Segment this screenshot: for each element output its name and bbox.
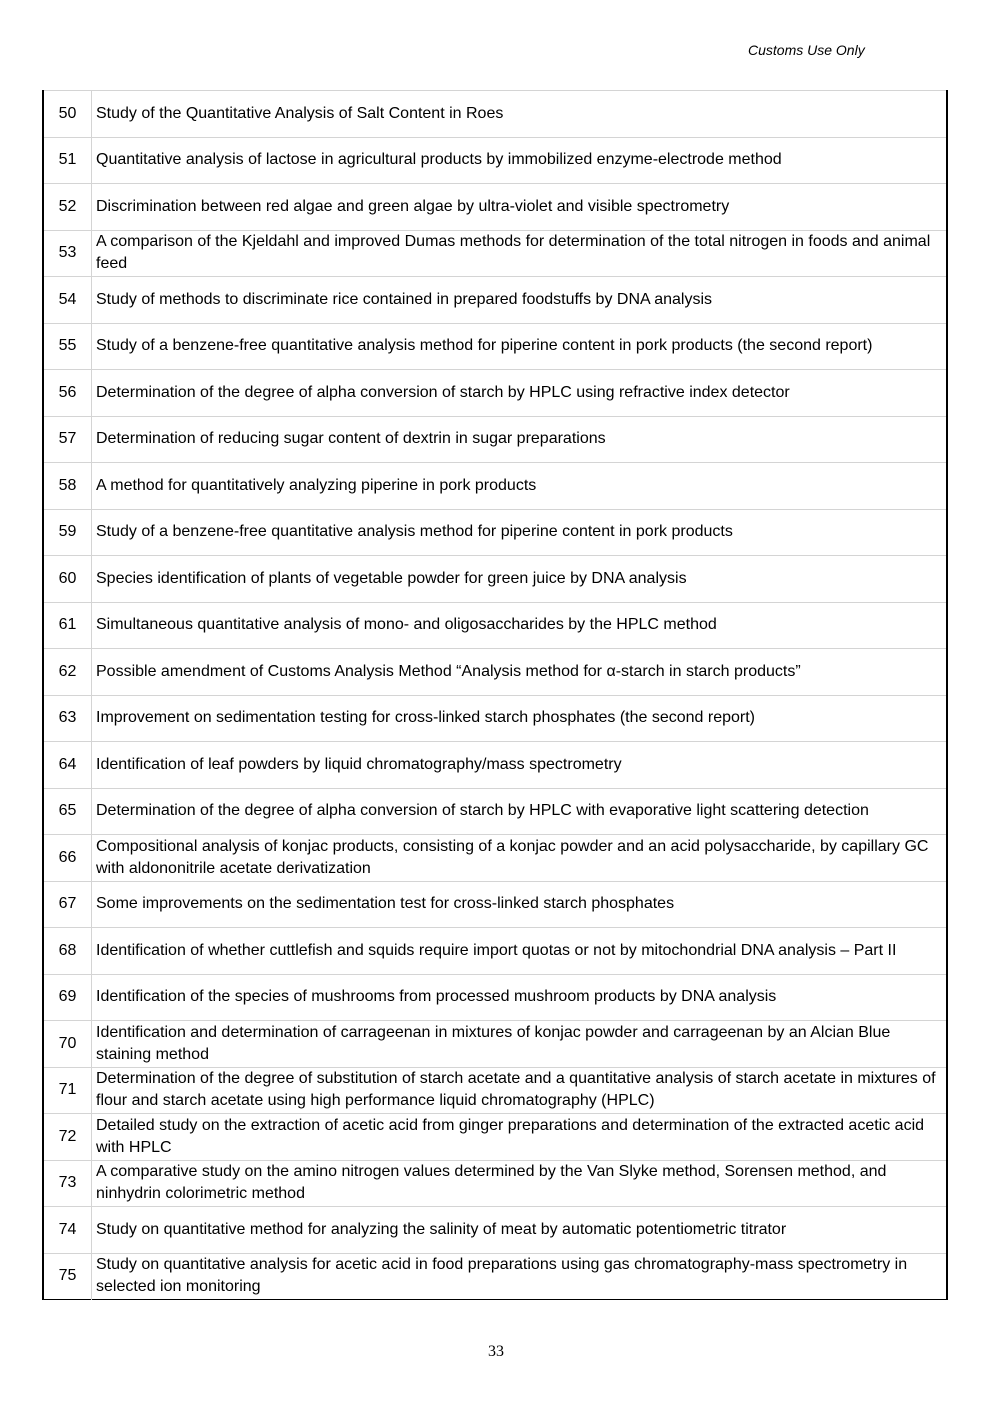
row-number: 55: [43, 323, 92, 370]
row-number: 63: [43, 695, 92, 742]
row-number: 54: [43, 277, 92, 324]
row-title: Study of a benzene-free quantitative analysis method for piperine content in pork products: [92, 509, 948, 556]
row-title: Quantitative analysis of lactose in agricultural products by immobilized enzyme-electrode method: [92, 137, 948, 184]
row-number: 52: [43, 184, 92, 231]
row-title: Determination of the degree of substitution of starch acetate and a quantitative analysis of starch acetate in mixtures of flour and starch acetate using high performance liquid chromatography (HPLC): [92, 1067, 948, 1114]
table-row: [43, 742, 947, 789]
table-row: [43, 416, 947, 463]
row-title: A comparison of the Kjeldahl and improved Dumas methods for determination of the total nitrogen in foods and animal feed: [92, 230, 948, 277]
row-number: 62: [43, 649, 92, 696]
row-title: A comparative study on the amino nitrogen values determined by the Van Slyke method, Sorensen method, and ninhydrin colorimetric method: [92, 1160, 948, 1207]
row-title: Possible amendment of Customs Analysis Method “Analysis method for α-starch in starch products”: [92, 649, 948, 696]
row-title: Study of the Quantitative Analysis of Salt Content in Roes: [92, 91, 948, 138]
row-title: Study of methods to discriminate rice contained in prepared foodstuffs by DNA analysis: [92, 277, 948, 324]
row-number: 72: [43, 1114, 92, 1161]
row-title: Compositional analysis of konjac products, consisting of a konjac powder and an acid polysaccharide, by capillary GC with aldononitrile acetate derivatization: [92, 835, 948, 882]
row-title: Determination of the degree of alpha conversion of starch by HPLC using refractive index detector: [92, 370, 948, 417]
study-list-table: [42, 90, 948, 1300]
row-number: 56: [43, 370, 92, 417]
table-row: [43, 509, 947, 556]
table-row: [43, 1207, 947, 1254]
table-row: [43, 277, 947, 324]
row-number: 65: [43, 788, 92, 835]
row-number: 66: [43, 835, 92, 882]
table-row: [43, 556, 947, 603]
row-number: 61: [43, 602, 92, 649]
row-title: Some improvements on the sedimentation test for cross-linked starch phosphates: [92, 881, 948, 928]
table-row: [43, 1021, 947, 1068]
row-title: Determination of reducing sugar content of dextrin in sugar preparations: [92, 416, 948, 463]
row-number: 75: [43, 1253, 92, 1300]
page-number: 33: [488, 1343, 504, 1360]
row-number: 57: [43, 416, 92, 463]
row-number: 70: [43, 1021, 92, 1068]
table-row: [43, 1114, 947, 1161]
row-title: Study on quantitative analysis for acetic acid in food preparations using gas chromatography-mass spectrometry in selected ion monitoring: [92, 1253, 948, 1300]
table-row: [43, 695, 947, 742]
row-number: 64: [43, 742, 92, 789]
row-number: 53: [43, 230, 92, 277]
row-number: 59: [43, 509, 92, 556]
row-number: 74: [43, 1207, 92, 1254]
table-row: [43, 370, 947, 417]
table-row: [43, 881, 947, 928]
row-title: Identification of the species of mushrooms from processed mushroom products by DNA analysis: [92, 974, 948, 1021]
row-number: 67: [43, 881, 92, 928]
table-row: [43, 184, 947, 231]
row-title: Species identification of plants of vegetable powder for green juice by DNA analysis: [92, 556, 948, 603]
row-title: Study on quantitative method for analyzing the salinity of meat by automatic potentiometric titrator: [92, 1207, 948, 1254]
table-row: [43, 1160, 947, 1207]
row-title: Simultaneous quantitative analysis of mono- and oligosaccharides by the HPLC method: [92, 602, 948, 649]
table-row: [43, 835, 947, 882]
table-row: [43, 649, 947, 696]
table-row: [43, 230, 947, 277]
table-row: [43, 928, 947, 975]
row-title: A method for quantitatively analyzing piperine in pork products: [92, 463, 948, 510]
row-title: Identification and determination of carrageenan in mixtures of konjac powder and carrageenan by an Alcian Blue staining method: [92, 1021, 948, 1068]
row-number: 71: [43, 1067, 92, 1114]
row-number: 69: [43, 974, 92, 1021]
table-row: [43, 323, 947, 370]
row-title: Identification of whether cuttlefish and squids require import quotas or not by mitochondrial DNA analysis – Part II: [92, 928, 948, 975]
row-number: 60: [43, 556, 92, 603]
table-row: [43, 1067, 947, 1114]
table-row: [43, 463, 947, 510]
row-title: Study of a benzene-free quantitative analysis method for piperine content in pork products (the second report): [92, 323, 948, 370]
row-number: 50: [43, 91, 92, 138]
table-row: [43, 788, 947, 835]
row-number: 73: [43, 1160, 92, 1207]
row-title: Improvement on sedimentation testing for cross-linked starch phosphates (the second report): [92, 695, 948, 742]
row-title: Detailed study on the extraction of acetic acid from ginger preparations and determination of the extracted acetic acid with HPLC: [92, 1114, 948, 1161]
row-title: Determination of the degree of alpha conversion of starch by HPLC with evaporative light scattering detection: [92, 788, 948, 835]
table-row: [43, 137, 947, 184]
row-number: 68: [43, 928, 92, 975]
study-list-body: [43, 91, 947, 1300]
table-row: [43, 1253, 947, 1300]
table-row: [43, 91, 947, 138]
table-row: [43, 974, 947, 1021]
row-number: 51: [43, 137, 92, 184]
table-row: [43, 602, 947, 649]
row-title: Discrimination between red algae and green algae by ultra-violet and visible spectrometry: [92, 184, 948, 231]
row-number: 58: [43, 463, 92, 510]
customs-use-only-note: Customs Use Only: [748, 42, 865, 58]
row-title: Identification of leaf powders by liquid chromatography/mass spectrometry: [92, 742, 948, 789]
